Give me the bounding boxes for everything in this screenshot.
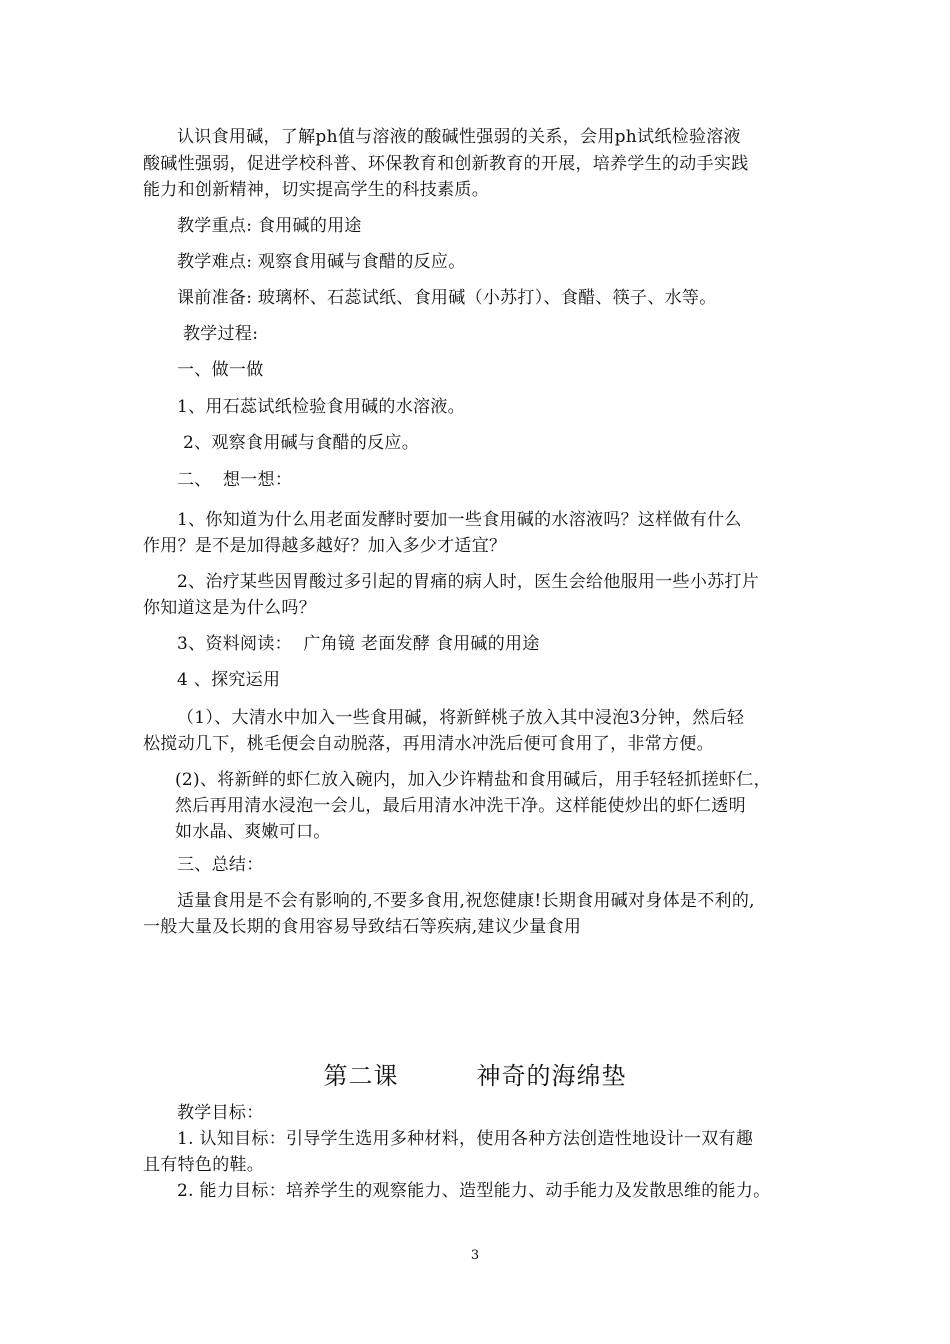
summary-line-1: 适量食用是不会有影响的,不要多食用,祝您健康!长期食用碱对身体是不利的,	[177, 891, 755, 911]
sub-item-1-line-2: 松搅动几下，桃毛便会自动脱落，再用清水冲洗后便可食用了，非常方便。	[143, 734, 714, 754]
lesson-2-title	[0, 1056, 950, 1091]
intro-line-2: 酸碱性强弱，促进学校科普、环保教育和创新教育的开展，培养学生的动手实践	[143, 154, 749, 174]
intro-line-1: 认识食用碱，了解ph值与溶液的酸碱性强弱的关系，会用ph试纸检验溶液	[177, 127, 741, 147]
difficulty: 教学难点: 观察食用碱与食醋的反应。	[177, 252, 466, 272]
sub-item-2-line-1: (2)、将新鲜的虾仁放入碗内，加入少许精盐和食用碱后，用手轻轻抓搓虾仁，	[175, 770, 771, 790]
section-1-item-2: 2、观察食用碱与食醋的反应。	[183, 433, 420, 453]
section-2-item-1-line-1: 1、你知道为什么用老面发酵时要加一些食用碱的水溶液吗？这样做有什么	[177, 510, 742, 530]
summary-line-2: 一般大量及长期的食用容易导致结石等疾病,建议少量食用	[143, 917, 582, 937]
lesson-2-number: 第二课	[323, 1062, 399, 1090]
key-point: 教学重点: 食用碱的用途	[177, 216, 362, 236]
preparation: 课前准备: 玻璃杯、石蕊试纸、食用碱（小苏打）、食醋、筷子、水等。	[177, 288, 717, 308]
section-2-heading: 二、 想一想：	[177, 470, 293, 490]
objective-1-line-2: 且有特色的鞋。	[143, 1155, 265, 1175]
lesson-2-name: 神奇的海绵垫	[476, 1062, 627, 1090]
objectives-heading: 教学目标：	[177, 1103, 264, 1123]
section-3-heading: 三、总结：	[177, 855, 264, 875]
section-1-heading: 一、做一做	[177, 360, 264, 380]
process-heading: 教学过程:	[183, 324, 259, 344]
sub-item-2-line-3: 如水晶、爽嫩可口。	[175, 822, 331, 842]
sub-item-1-line-1: （1）、大清水中加入一些食用碱，将新鲜桃子放入其中浸泡3分钟，然后轻	[177, 708, 745, 728]
section-2-item-2-line-2: 你知道这是为什么吗？	[143, 598, 316, 618]
objective-1-line-1: 1. 认知目标：引导学生选用多种材料，使用各种方法创造性地设计一双有趣	[177, 1129, 754, 1149]
section-2-item-2-line-1: 2、治疗某些因胃酸过多引起的胃痛的病人时，医生会给他服用一些小苏打片	[177, 572, 760, 592]
intro-line-3: 能力和创新精神，切实提高学生的科技素质。	[143, 180, 489, 200]
sub-item-2-line-2: 然后再用清水浸泡一会儿，最后用清水冲洗干净。这样能使炒出的虾仁透明	[175, 796, 746, 816]
section-2-item-3: 3、资料阅读： 广角镜 老面发酵 食用碱的用途	[177, 634, 540, 654]
section-1-item-1: 1、用石蕊试纸检验食用碱的水溶液。	[177, 397, 465, 417]
section-2-item-4: 4 、探究运用	[177, 670, 281, 690]
page-number: 3	[470, 1248, 480, 1263]
section-2-item-1-line-2: 作用？是不是加得越多越好？加入多少才适宜？	[143, 536, 507, 556]
objective-2: 2. 能力目标：培养学生的观察能力、造型能力、动手能力及发散思维的能力。	[177, 1181, 771, 1201]
